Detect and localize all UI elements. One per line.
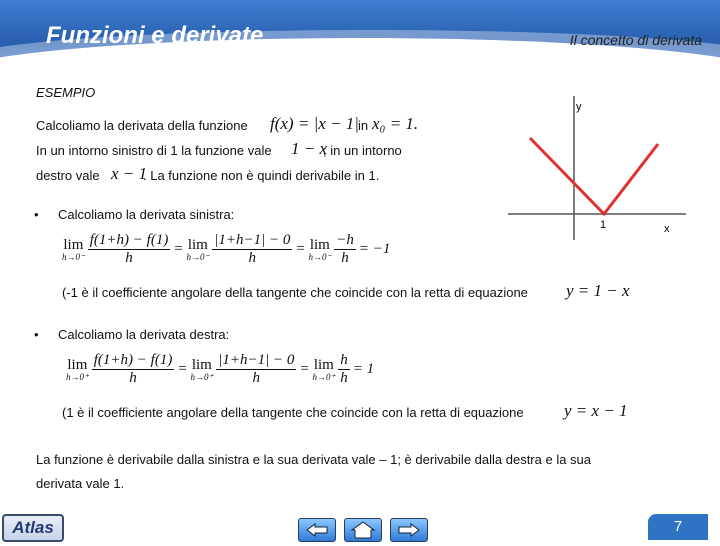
fraction: $\frac{|1+h-1| - 0}{h}$ xyxy=(214,232,291,266)
abs-value-graph xyxy=(500,92,690,242)
limit-operator: lim h→0⁻ xyxy=(308,236,332,262)
page-number: 7 xyxy=(648,514,708,540)
fraction: $\frac{f(1+h) - f(1)}{h}$ xyxy=(93,352,173,386)
left-tangent-equation: y = 1 − x xyxy=(566,281,630,300)
not-derivable-text: . La funzione non è quindi derivabile in 1. xyxy=(143,168,380,183)
fraction: $\frac{-h}{h}$ xyxy=(336,232,354,266)
next-button[interactable] xyxy=(390,518,428,542)
limit-operator: lim h→0⁺ xyxy=(190,356,214,382)
left-neighborhood-text: In un intorno sinistro di 1 la funzione vale xyxy=(36,143,272,158)
x-axis-label: x xyxy=(664,223,670,235)
home-button[interactable] xyxy=(344,518,382,542)
example-heading: ESEMPIO xyxy=(36,85,96,100)
limit-operator: lim h→0⁺ xyxy=(312,356,336,382)
left-tangent-note: (-1 è il coefficiente angolare della tangente che coincide con la retta di equazione xyxy=(62,285,528,300)
limit-operator: lim h→0⁺ xyxy=(66,356,89,382)
right-tangent-note: (1 è il coefficiente angolare della tangente che coincide con la retta di equazione xyxy=(62,405,524,420)
slide-header xyxy=(0,0,720,70)
bullet-marker: • xyxy=(34,327,39,342)
conclusion-line-1: La funzione è derivabile dalla sinistra e la sua derivata vale – 1; è derivabile dalla destra e la sua xyxy=(36,452,592,467)
function-definition: f(x) = |x − 1| xyxy=(270,114,359,133)
right-expression: x − 1 xyxy=(111,164,148,183)
tick-label-1: 1 xyxy=(600,219,607,231)
conclusion-line-2: derivata vale 1. xyxy=(36,476,125,491)
slide-title: Funzioni e derivate xyxy=(46,22,264,49)
left-derivative-label: Calcoliamo la derivata sinistra: xyxy=(58,207,235,222)
intro-text: Calcoliamo la derivata della funzione xyxy=(36,118,248,133)
fraction: $\frac{f(1+h) - f(1)}{h}$ xyxy=(89,232,169,266)
limit-operator: lim h→0⁻ xyxy=(62,236,85,262)
right-tangent-equation: y = x − 1 xyxy=(564,401,628,420)
arrow-left-icon xyxy=(299,519,335,541)
prev-button[interactable] xyxy=(298,518,336,542)
home-icon xyxy=(345,519,381,541)
right-derivative-label: Calcoliamo la derivata destra: xyxy=(58,327,230,342)
point-x0: x₀ = 1. xyxy=(372,114,419,133)
y-axis-label: y xyxy=(576,101,582,113)
fraction: $\frac{|1+h-1| - 0}{h}$ xyxy=(218,352,295,386)
bullet-marker: • xyxy=(34,207,39,222)
slide-subtitle: Il concetto di derivata xyxy=(569,32,702,48)
neighborhood-text-end: ; in un intorno xyxy=(323,143,402,158)
arrow-right-icon xyxy=(391,519,427,541)
in-word: in xyxy=(358,118,369,133)
graph-line xyxy=(530,138,658,214)
right-derivative-formula: lim h→0⁺ $\frac{f(1+h) - f(1)}{h}$ = lim h→0⁺ $\frac{|1+h-1| - 0}{h}$ = lim h→0⁺ $\frac{h}{h}$ = 1 xyxy=(66,352,375,386)
left-expression: 1 − x xyxy=(291,139,328,158)
limit-operator: lim h→0⁻ xyxy=(186,236,210,262)
atlas-logo: Atlas xyxy=(2,514,64,542)
fraction: $\frac{h}{h}$ xyxy=(340,352,348,386)
left-derivative-formula: lim h→0⁻ $\frac{f(1+h) - f(1)}{h}$ = lim h→0⁻ $\frac{|1+h-1| - 0}{h}$ = lim h→0⁻ $\frac{-h}{h}$ = −1 xyxy=(62,232,391,266)
right-neighborhood-text: destro vale xyxy=(36,168,100,183)
